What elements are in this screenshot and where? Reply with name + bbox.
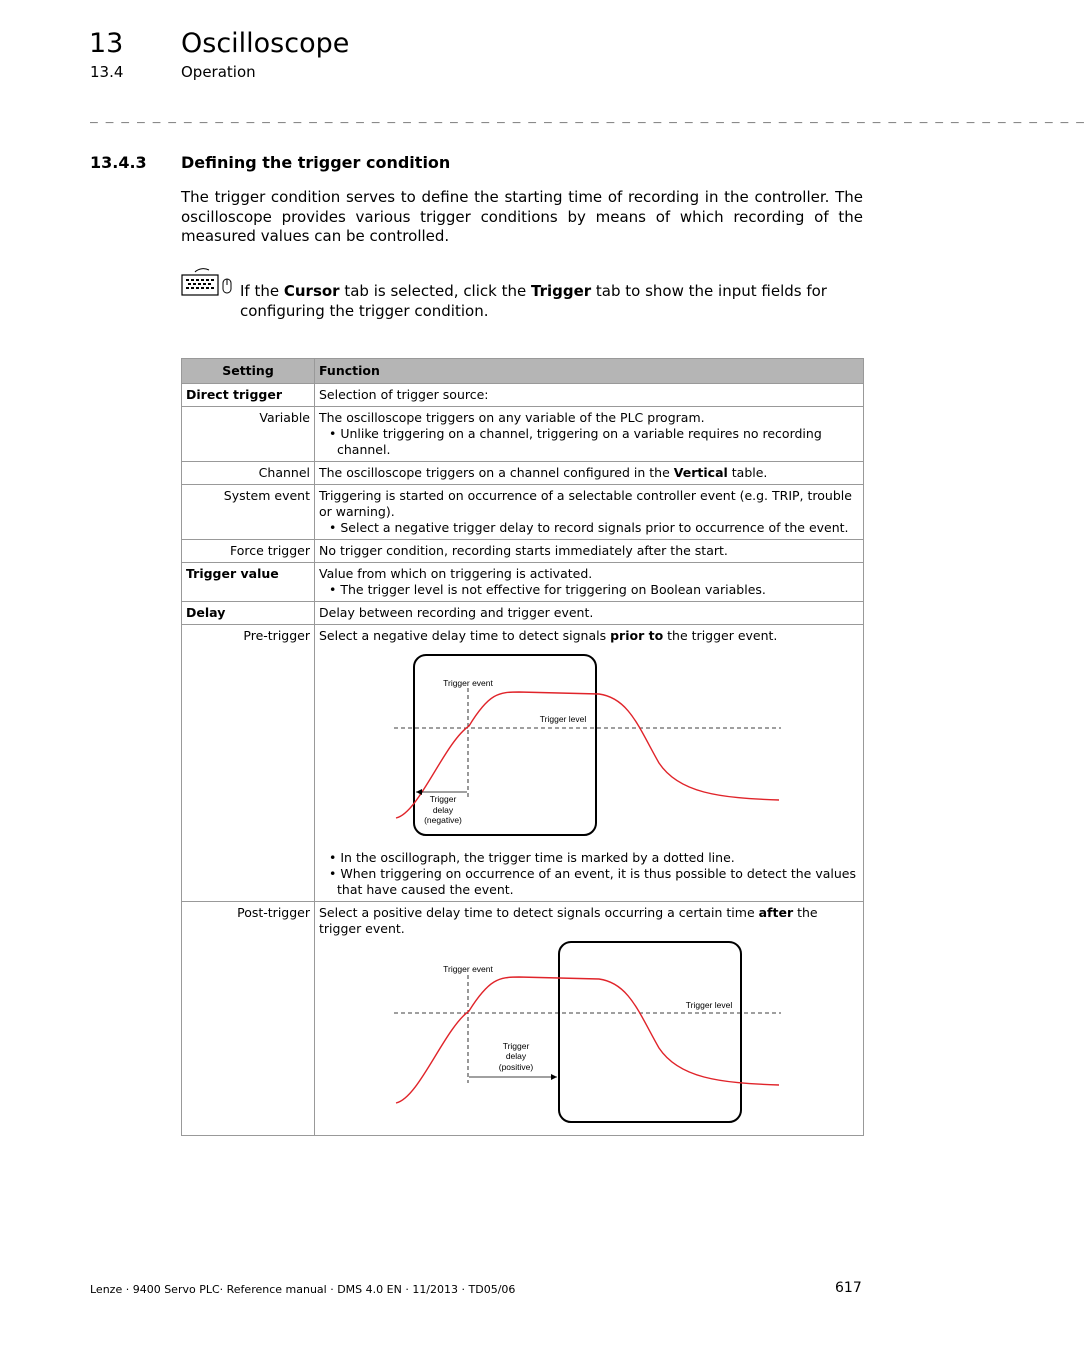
function-text: Select a positive delay time to detect signals occurring a certain time after the trigger event. <box>319 905 818 936</box>
trigger-event-label: Trigger event <box>443 964 493 974</box>
table-row <box>182 407 864 462</box>
chapter-title: Oscilloscope <box>181 28 350 59</box>
chapter-number: 13 <box>89 28 124 59</box>
function-cell <box>315 485 864 540</box>
table-row <box>182 384 864 407</box>
function-text: Triggering is started on occurrence of a selectable controller event (e.g. TRIP, trouble or warning). <box>319 488 852 519</box>
table-row <box>182 485 864 540</box>
trigger-delay-label: delay <box>432 805 454 815</box>
intro-paragraph: The trigger condition serves to define the starting time of recording in the controller. The oscilloscope provides various trigger conditions by means of which recording of the measured values can be controlled. <box>181 188 863 245</box>
function-text: Delay between recording and trigger event. <box>315 602 864 625</box>
trigger-event-label: Trigger event <box>443 678 493 688</box>
setting-label: Channel <box>182 462 315 485</box>
setting-label: Trigger value <box>182 563 315 602</box>
function-text: The oscilloscope triggers on a channel configured in the Vertical table. <box>315 462 864 485</box>
page-number: 617 <box>835 1280 862 1296</box>
bullet-item: • Select a negative trigger delay to record signals prior to occurrence of the event. <box>329 520 849 535</box>
section-title: Defining the trigger condition <box>181 153 451 172</box>
function-text: Selection of trigger source: <box>315 384 864 407</box>
trigger-delay-label: (negative) <box>424 815 462 825</box>
setting-label: Pre-trigger <box>182 625 315 902</box>
table-row <box>182 902 864 1136</box>
table-row <box>182 462 864 485</box>
subchapter-title: Operation <box>181 63 256 81</box>
function-text: Select a negative delay time to detect signals prior to the trigger event. <box>319 628 778 643</box>
arrow-head-icon <box>551 1074 557 1080</box>
post-trigger-diagram <box>319 941 859 1129</box>
setting-label: Delay <box>182 602 315 625</box>
table-row <box>182 540 864 563</box>
function-cell <box>315 407 864 462</box>
trigger-delay-label: (positive) <box>498 1062 534 1072</box>
function-cell <box>315 563 864 602</box>
instruction-text: If the Cursor tab is selected, click the Trigger tab to show the input fields for configuring the trigger condition. <box>240 282 827 320</box>
arrow-head-icon <box>416 789 422 795</box>
setting-label: Variable <box>182 407 315 462</box>
function-cell <box>315 625 864 902</box>
trigger-level-label: Trigger level <box>539 714 587 724</box>
bullet-item: • Unlike triggering on a channel, triggering on a variable requires no recording channel. <box>329 426 822 457</box>
trigger-delay-label: delay <box>505 1051 527 1061</box>
bullet-item: • In the oscillograph, the trigger time is marked by a dotted line. <box>329 850 735 865</box>
table-row <box>182 563 864 602</box>
keyboard-mouse-icon <box>181 266 233 300</box>
table-header <box>182 359 864 384</box>
signal-curve <box>396 977 779 1103</box>
trigger-delay-label: Trigger <box>502 1041 530 1051</box>
trigger-settings-table <box>181 358 864 1136</box>
header-setting: Setting <box>182 359 315 384</box>
table-row <box>182 602 864 625</box>
bullet-item: • When triggering on occurrence of an event, it is thus possible to detect the values that have caused the event. <box>329 866 856 897</box>
header-separator: _ _ _ _ _ _ _ _ _ _ _ _ _ _ _ _ _ _ _ _ _ _ _ _ _ _ _ _ _ _ _ _ _ _ _ _ _ _ _ _ _ _ _ _ _ _ _ _ _ _ _ _ _ _ _ _ _ _ _ _ _ _ _ _ <box>90 109 1084 124</box>
function-text: Value from which on triggering is activated. <box>319 566 593 581</box>
setting-label: Direct trigger <box>182 384 315 407</box>
trigger-delay-label: Trigger <box>429 794 457 804</box>
bullet-item: • The trigger level is not effective for triggering on Boolean variables. <box>329 582 766 597</box>
table-row <box>182 625 864 902</box>
pre-trigger-diagram <box>319 648 859 843</box>
section-number: 13.4.3 <box>90 153 147 172</box>
trigger-level-label: Trigger level <box>685 1000 733 1010</box>
function-cell <box>315 902 864 1136</box>
setting-label: System event <box>182 485 315 540</box>
footer-text: Lenze · 9400 Servo PLC· Reference manual · DMS 4.0 EN · 11/2013 · TD05/06 <box>90 1283 516 1296</box>
setting-label: Post-trigger <box>182 902 315 1136</box>
function-text: The oscilloscope triggers on any variable of the PLC program. <box>319 410 705 425</box>
function-text: No trigger condition, recording starts immediately after the start. <box>315 540 864 563</box>
header-function: Function <box>315 359 864 384</box>
subchapter-number: 13.4 <box>90 63 124 81</box>
setting-label: Force trigger <box>182 540 315 563</box>
